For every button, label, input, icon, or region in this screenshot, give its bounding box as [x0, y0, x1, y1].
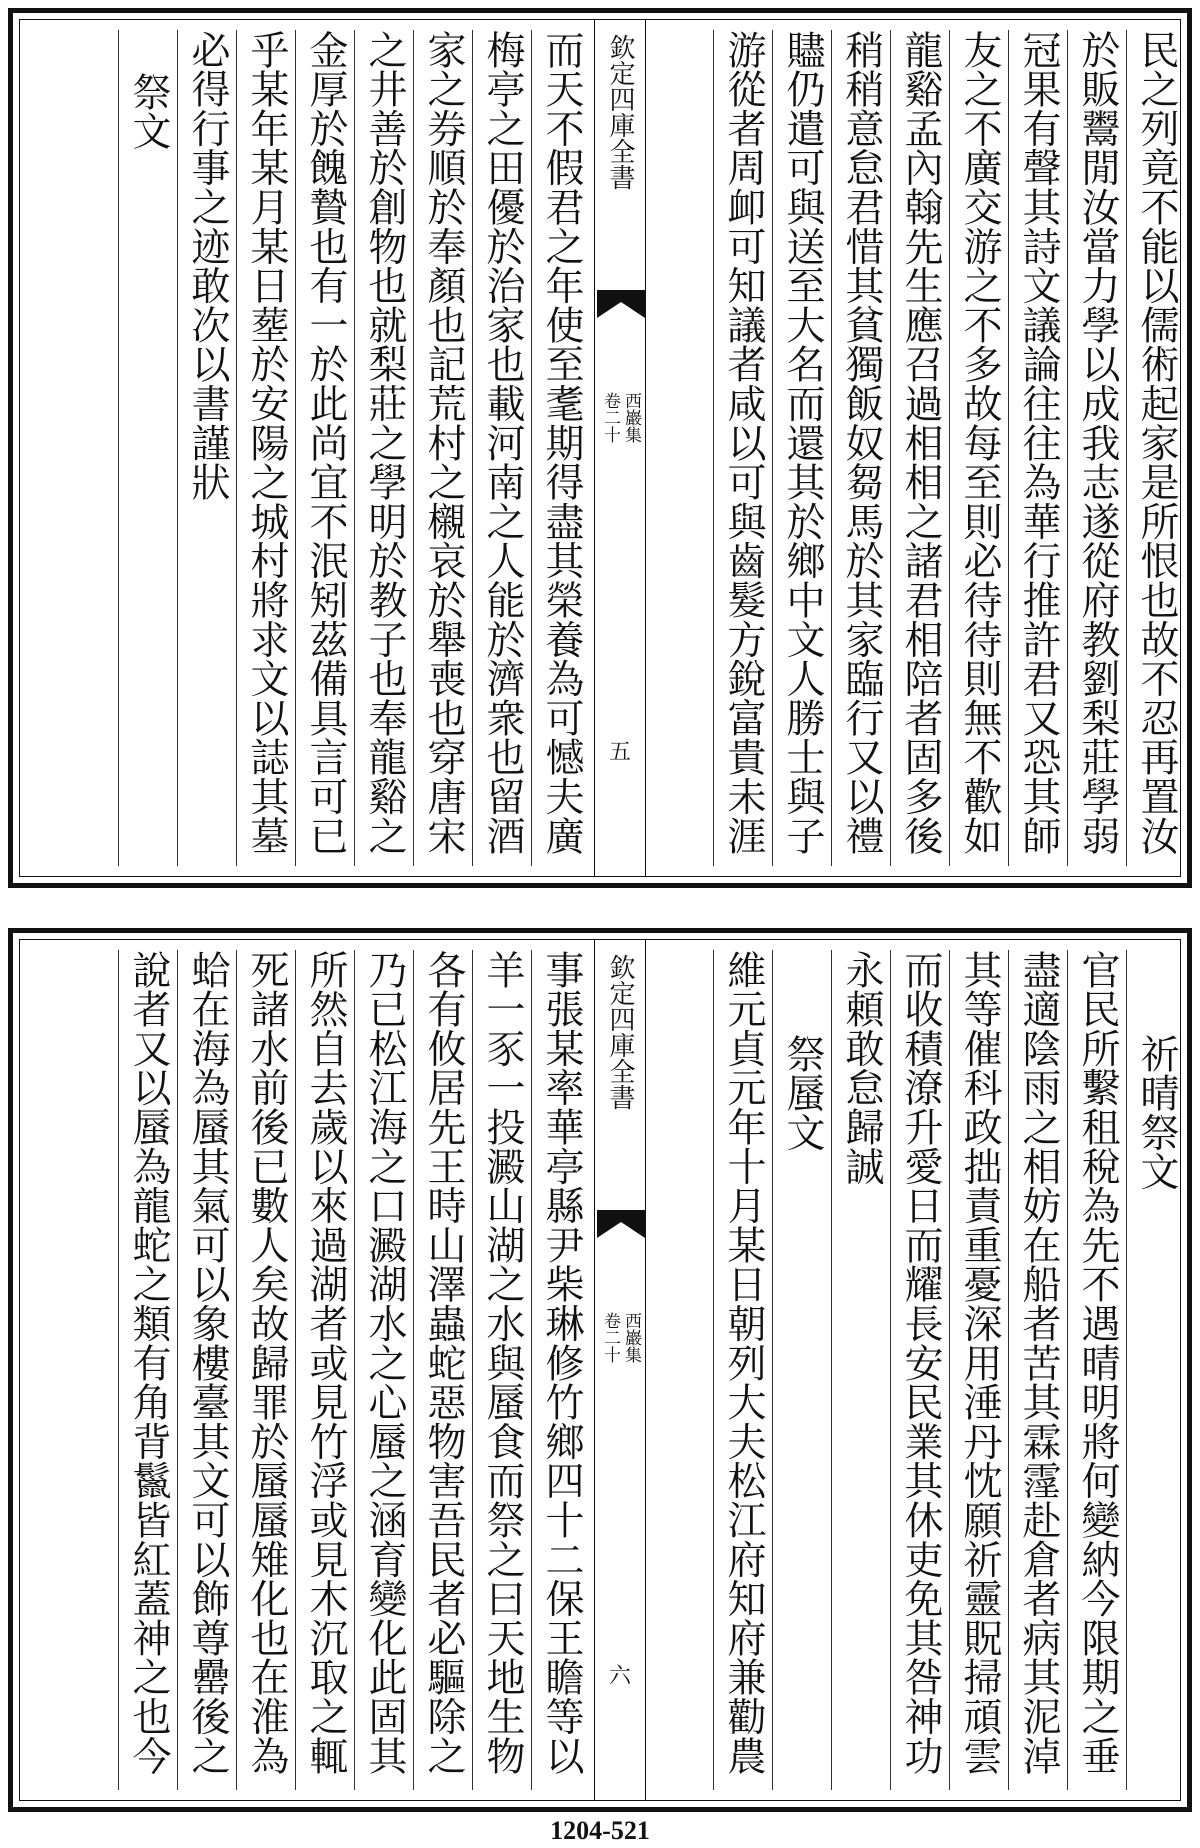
fishtail-mark-icon	[595, 1208, 647, 1242]
section-heading: 祭文	[118, 30, 176, 866]
text-column: 冠果有聲其詩文議論往往為華行推許君又恐其師	[1008, 30, 1066, 866]
book-title: 欽定四庫全書	[605, 34, 635, 190]
text-column: 之井善於創物也就梨莊之學明於教子也奉龍谿之	[354, 30, 412, 866]
section-heading: 祈晴祭文	[1126, 950, 1184, 1790]
text-column: 維元貞元年十月某日朝列大夫松江府知府兼勸農	[713, 950, 771, 1790]
text-column: 其等催科政拙責重憂深用涶丹忱願祈靈貺掃頑雲	[949, 950, 1007, 1790]
text-column: 永頼敢怠歸誠	[831, 950, 889, 1790]
text-column: 而收積潦升愛日而耀長安民業其休吏免其咎神功	[890, 950, 948, 1790]
text-column: 官民所繫租稅為先不遇晴明將何變納今限期之垂	[1067, 950, 1125, 1790]
text-column: 游從者周卹可知議者咸以可與齒髮方銳富貴未涯	[713, 30, 771, 866]
bottom-page	[8, 928, 1192, 1812]
top-page	[8, 8, 1192, 888]
text-column: 民之列竟不能以儒術起家是所恨也故不忍再置汝	[1126, 30, 1184, 866]
text-column: 龍谿孟內翰先生應召過相相之諸君相陪者固多後	[890, 30, 948, 866]
text-column: 死諸水前後已數人矣故歸罪於蜃蜃雉化也在淮為	[236, 950, 294, 1790]
text-column: 說者又以蜃為龍蛇之類有角背鬣皆紅蓋神之也今	[118, 950, 176, 1790]
fishtail-mark-icon	[595, 288, 647, 322]
volume-label: 西巖集 卷二十	[600, 1312, 641, 1363]
text-column: 於販鬻閒汝當力學以成我志遂從府教劉梨莊學弱	[1067, 30, 1125, 866]
section-heading: 祭蜃文	[772, 950, 830, 1790]
page-footer-number: 1204-521	[550, 1816, 650, 1845]
center-margin-column	[594, 940, 646, 1800]
center-margin-column	[594, 20, 646, 876]
text-column: 各有攸居先王時山澤蟲蛇惡物害吾民者必驅除之	[413, 950, 471, 1790]
page-number: 五	[608, 740, 631, 765]
text-column: 蛤在海為蜃其氣可以象樓臺其文可以飾尊罍後之	[177, 950, 235, 1790]
text-column: 金厚於餽贄也有一於此尚宜不泯矧茲備具言可已	[295, 30, 353, 866]
text-column: 贐仍遣可與送至大名而還其於鄉中文人勝士與子	[772, 30, 830, 866]
text-column: 梅亭之田優於治家也載河南之人能於濟衆也留酒	[472, 30, 530, 866]
bottom-page-frame	[19, 939, 1181, 1801]
text-column: 乃已松江海之口澱湖水之心蜃之涵育變化此固其	[354, 950, 412, 1790]
volume-label: 西巖集 卷二十	[600, 392, 641, 443]
page-number: 六	[608, 1664, 631, 1689]
text-column: 事張某率華亭縣尹柴琳修竹鄉四十二保王瞻等以	[531, 950, 589, 1790]
top-page-frame	[19, 19, 1181, 877]
text-column: 稍稍意怠君惜其貧獨飯奴芻馬於其家臨行又以禮	[831, 30, 889, 866]
text-column: 盡適陰雨之相妨在船者苦其霖霪赴倉者病其泥淖	[1008, 950, 1066, 1790]
text-column: 而天不假君之年使至耄期得盡其榮養為可憾夫廣	[531, 30, 589, 866]
text-column: 羊一豕一投澱山湖之水與蜃食而祭之曰天地生物	[472, 950, 530, 1790]
text-column: 所然自去歲以來過湖者或見竹浮或見木沉取之輒	[295, 950, 353, 1790]
text-column: 友之不廣交游之不多故每至則必待待則無不歡如	[949, 30, 1007, 866]
text-column: 家之券順於奉顏也記荒村之櫬哀於舉喪也穿唐宋	[413, 30, 471, 866]
text-column: 乎某年某月某日塟於安陽之城村將求文以誌其墓	[236, 30, 294, 866]
text-column: 必得行事之迹敢次以書謹狀	[177, 30, 235, 866]
book-title: 欽定四庫全書	[605, 954, 635, 1110]
